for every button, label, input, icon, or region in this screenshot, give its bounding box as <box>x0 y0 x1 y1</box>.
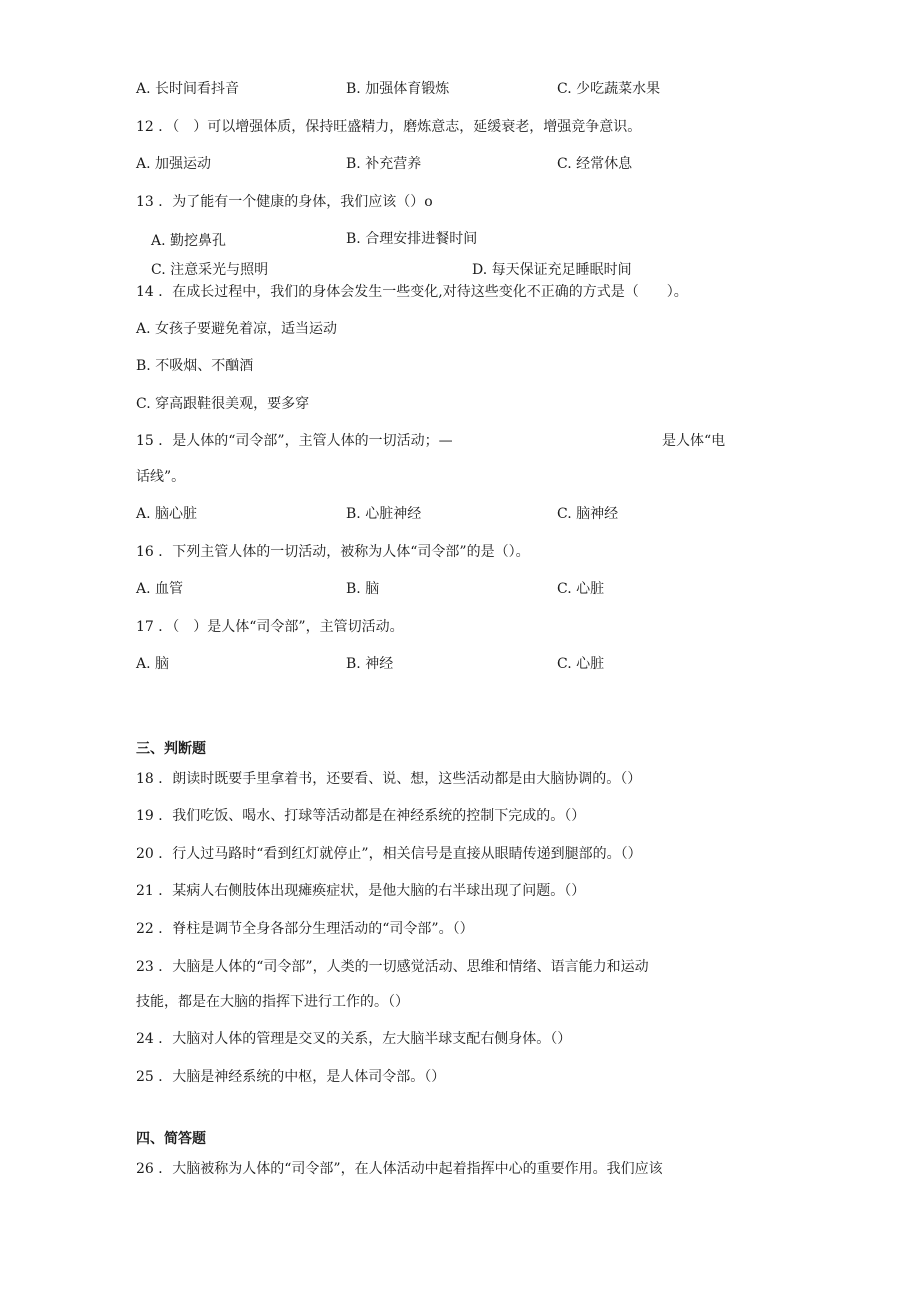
q14-option-b: B. 不吸烟、不酗酒 <box>136 358 254 374</box>
q13-option-b: B. 合理安排进餐时间 <box>346 231 478 247</box>
q13-option-d: D. 每天保证充足睡眠时间 <box>472 262 632 278</box>
q15-option-a: A. 脑心脏 <box>136 506 198 522</box>
q11-option-a: A. 长时间看抖音 <box>136 81 240 97</box>
judge-item: 20 ．行人过马路时“看到红灯就停止”，相关信号是直接从眼睛传递到腿部的。（） <box>136 846 642 862</box>
q15-stem-part2: 是人体“电 <box>662 433 726 449</box>
q16-option-c: C. 心脏 <box>557 581 605 597</box>
q17-stem: 17 ．（ ）是人体“司令部”，主管切活动。 <box>136 619 404 635</box>
q17-option-c: C. 心脏 <box>557 656 605 672</box>
q15-option-b: B. 心脏神经 <box>346 506 422 522</box>
q16-option-b: B. 脑 <box>346 581 380 597</box>
judge-item: 24 ．大脑对人体的管理是交叉的关系，左大脑半球支配右侧身体。（） <box>136 1031 572 1047</box>
q13-stem: 13 ．为了能有一个健康的身体，我们应该（）o <box>136 194 433 210</box>
judge-item-continued: 技能，都是在大脑的指挥下进行工作的。（） <box>136 994 409 1010</box>
q14-option-c: C. 穿高跟鞋很美观，要多穿 <box>136 396 310 412</box>
judge-item: 18 ．朗读时既要手里拿着书，还要看、说、想，这些活动都是由大脑协调的。（） <box>136 771 642 787</box>
judge-item: 19 ．我们吃饭、喝水、打球等活动都是在神经系统的控制下完成的。（） <box>136 808 586 824</box>
q17-option-b: B. 神经 <box>346 656 394 672</box>
section-4-title: 四、简答题 <box>136 1131 206 1147</box>
q15-option-c: C. 脑神经 <box>557 506 619 522</box>
q12-option-a: A. 加强运动 <box>136 156 212 172</box>
q12-stem: 12 ．（ ）可以增强体质，保持旺盛精力，磨炼意志，延缓衰老，增强竞争意识。 <box>136 119 642 135</box>
judge-item: 21 ．某病人右侧肢体出现瘫痪症状，是他大脑的右半球出现了问题。（） <box>136 883 586 899</box>
judge-item: 22 ．脊柱是调节全身各部分生理活动的“司令部”。（） <box>136 921 474 937</box>
q11-option-b: B. 加强体育锻炼 <box>346 81 450 97</box>
q15-stem-part3: 话线”。 <box>136 469 186 485</box>
q11-option-c: C. 少吃蔬菜水果 <box>557 81 661 97</box>
q17-option-a: A. 脑 <box>136 656 170 672</box>
q14-option-a: A. 女孩子要避免着凉，适当运动 <box>136 321 338 337</box>
q12-option-c: C. 经常休息 <box>557 156 633 172</box>
q14-stem: 14 ．在成长过程中，我们的身体会发生一些变化,对待这些变化不正确的方式是（ ）。 <box>136 284 688 300</box>
judge-item: 25 ．大脑是神经系统的中枢，是人体司令部。（） <box>136 1069 446 1085</box>
q15-stem-part1: 15 ．是人体的“司令部”，主管人体的一切活动；— <box>136 433 453 449</box>
q12-option-b: B. 补充营养 <box>346 156 422 172</box>
q16-stem: 16 ．下列主管人体的一切活动，被称为人体“司令部”的是（）。 <box>136 544 530 560</box>
q13-option-c: C. 注意采光与照明 <box>151 262 269 278</box>
section-3-title: 三、判断题 <box>136 741 206 757</box>
judge-item: 23 ．大脑是人体的“司令部”，人类的一切感觉活动、思维和情绪、语言能力和运动 <box>136 959 649 975</box>
q13-option-a: A. 勤挖鼻孔 <box>151 233 227 249</box>
q26-stem: 26 ．大脑被称为人体的“司令部”，在人体活动中起着指挥中心的重要作用。我们应该 <box>136 1161 663 1177</box>
q16-option-a: A. 血管 <box>136 581 184 597</box>
